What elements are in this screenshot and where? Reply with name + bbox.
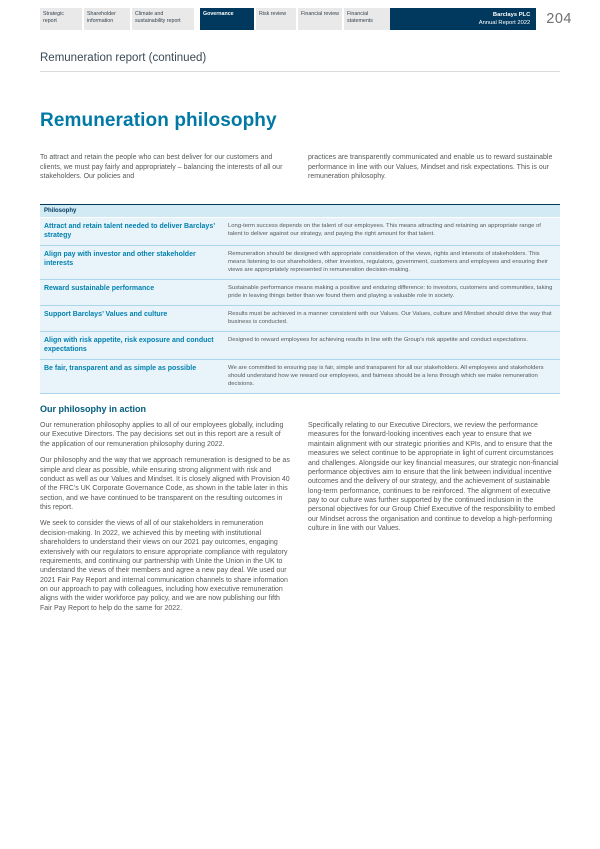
paragraph: We seek to consider the views of all of our stakeholders in remuneration decision-making. In 2022, we achieved this by meeting with institutional shareholders to understand their views on our 2021 pay outcomes, engaging extensively with our regulators to ensure appropriate compliance with regulatory requirements, and continuing our partnership with Unite the Union in the UK to understand the views of their members and agree a new pay deal. We used our 2021 Fair Pay Report and internal communication channels to share information on our approach to pay with colleagues, including how executive remuneration aligns with the wider workforce pay policy, and we are now publishing our fifth Fair Pay Report to help do the same for 2022. [40, 520, 288, 612]
table-row [40, 218, 560, 246]
table-row [40, 332, 560, 360]
brand-block [390, 8, 536, 30]
brand-report-year: Annual Report 2022 [478, 20, 531, 26]
nav-tab-shareholder-information[interactable]: Shareholder information [84, 8, 130, 30]
page-number: 204 [546, 11, 572, 27]
row-title: Align pay with investor and other stakeholder interests [44, 250, 196, 267]
header-divider [40, 71, 560, 72]
row-title: Be fair, transparent and as simple as possible [44, 365, 197, 373]
nav-tab-governance[interactable]: Governance [200, 8, 254, 30]
table-row [40, 280, 560, 306]
row-description: Sustainable performance means making a positive and enduring difference: to investors, customers and communities, taking pride in leaving things better than we found them and playing a valuable role in society. [228, 284, 553, 299]
intro-columns [40, 153, 560, 182]
nav-tab-financial-statements[interactable]: Financial statements [344, 8, 390, 30]
table-header: Philosophy [40, 205, 560, 218]
paragraph: Specifically relating to our Executive Directors, we review the performance measures for the forward-looking incentives each year to ensure that we maintain alignment with our strategic priorities and KPIs, and to ensure that the measures we select continue to be appropriate in light of current circumstances and challenges. Alongside our key financial measures, our strategic non-financial performance objectives aim to ensure that the link between individual incentive outcomes and the delivery of our strategy, and the achievement of sustainable long-term performance, continues to be reinforced. The alignment of executive pay to our culture was further supported by the continued inclusion in the personal objectives for our Group Chief Executive of the responsibility to embed our Mindset across the organisation and continue to develop a high-performing culture in line with our Values. [308, 422, 559, 533]
row-description: We are committed to ensuring pay is fair, simple and transparent for all our stakeholders. All employees and stakeholders should understand how we reward our employees, and fairness should be a lens through which we make remuneration decisions. [228, 365, 544, 388]
report-title: Remuneration report (continued) [40, 52, 207, 64]
intro-left: To attract and retain the people who can best deliver for our customers and clients, we must pay fairly and appropriately – balancing the interests of all our stakeholders. Our policies and [40, 154, 283, 181]
nav-tab-climate-sustainability[interactable]: Climate and sustainability report [132, 8, 194, 30]
row-title: Align with risk appetite, risk exposure and conduct expectations [44, 336, 214, 353]
row-title: Attract and retain talent needed to deliver Barclays’ strategy [44, 222, 215, 239]
philosophy-table [40, 204, 560, 394]
intro-right: practices are transparently communicated and enable us to reward sustainable performance in line with our Values, Mindset and risk expectations. This is our remuneration philosophy. [308, 154, 553, 181]
page-title: Remuneration philosophy [40, 110, 277, 131]
table-row [40, 246, 560, 280]
body-columns [40, 421, 560, 620]
table-row [40, 360, 560, 394]
body-left-column [40, 421, 292, 620]
paragraph: Our philosophy and the way that we approach remuneration is designed to be as simple and clear as possible, while ensuring strong alignment with risk and conduct as well as our Values and Mindset. It is closely aligned with Provision 40 of the FRC’s UK Corporate Governance Code, as shown in the table later in this section, and we have continued to be transparent on the resulting outcomes in this report. [40, 457, 290, 511]
row-title: Support Barclays’ Values and culture [44, 310, 168, 318]
nav-tab-financial-review[interactable]: Financial review [298, 8, 342, 30]
row-description: Designed to reward employees for achieving results in line with the Group’s risk appetite and conduct expectations. [228, 336, 528, 343]
top-nav [40, 8, 572, 30]
brand-name: Barclays PLC [492, 11, 531, 18]
nav-tabs [40, 8, 390, 30]
body-right-column [308, 421, 560, 620]
nav-tab-strategic-report[interactable]: Strategic report [40, 8, 82, 30]
row-description: Remuneration should be designed with appropriate consideration of the views, rights and interests of stakeholders. This means listening to our shareholders, other investors, regulators, government, customers and employees and ensuring their views are appropriately represented in remuneration decision-making. [228, 250, 548, 273]
table-row [40, 306, 560, 332]
row-title: Reward sustainable performance [44, 284, 155, 292]
section-heading: Our philosophy in action [40, 404, 147, 414]
paragraph: Our remuneration philosophy applies to all of our employees globally, including our Executive Directors. The pay decisions set out in this report are a result of the application of our remuneration philosophy during 2022. [40, 422, 284, 448]
row-description: Long-term success depends on the talent of our employees. This means attracting and retaining an appropriate range of talent to deliver against our strategy, and paying the right amount for that talent. [228, 222, 541, 237]
nav-tab-risk-review[interactable]: Risk review [256, 8, 296, 30]
row-description: Results must be achieved in a manner consistent with our Values. Our Values, culture and Mindset should drive the way that business is conducted. [228, 310, 552, 325]
